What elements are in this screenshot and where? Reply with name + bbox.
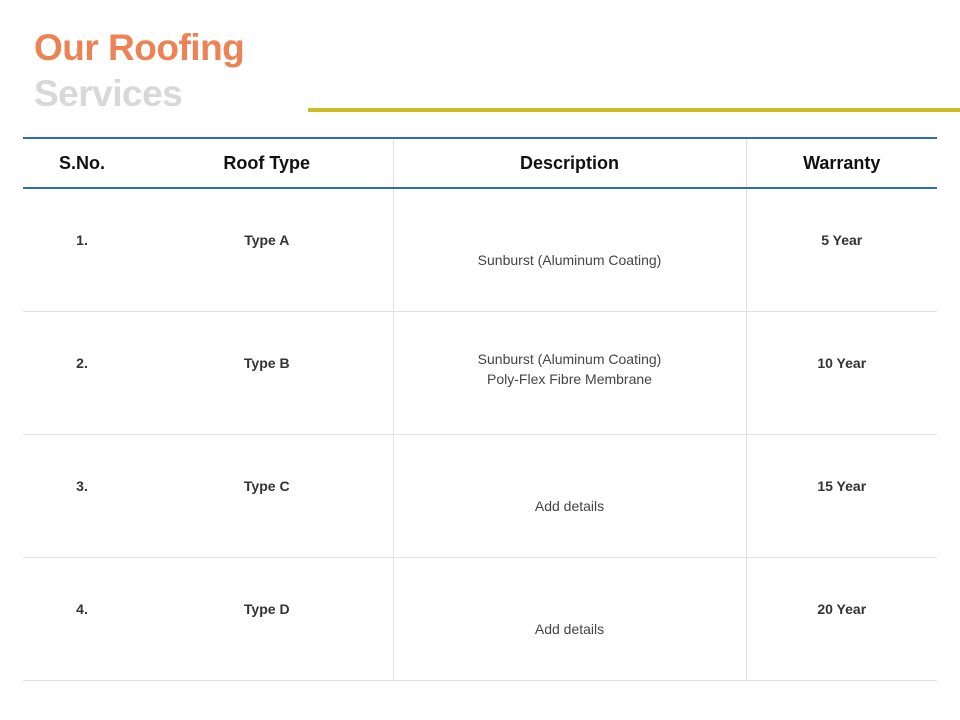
cell-warranty bbox=[746, 435, 937, 558]
description-text: Add details bbox=[534, 498, 605, 514]
roof-type-text: Type D bbox=[243, 601, 290, 617]
cell-warranty bbox=[746, 558, 937, 681]
table-row bbox=[23, 312, 937, 435]
services-table bbox=[23, 137, 937, 681]
sno-text: 1. bbox=[76, 232, 88, 248]
warranty-text: 15 Year bbox=[817, 478, 867, 494]
table-row bbox=[23, 558, 937, 681]
warranty-text: 5 Year bbox=[821, 232, 863, 248]
header-roof-type: Roof Type bbox=[141, 138, 393, 188]
cell-description bbox=[393, 558, 746, 681]
header-sno: S.No. bbox=[23, 138, 141, 188]
roof-type-text: Type B bbox=[243, 355, 290, 371]
warranty-text: 10 Year bbox=[817, 355, 867, 371]
header-warranty: Warranty bbox=[746, 138, 937, 188]
cell-sno bbox=[23, 558, 141, 681]
cell-description bbox=[393, 435, 746, 558]
cell-roof-type bbox=[141, 312, 393, 435]
roof-type-text: Type C bbox=[243, 478, 290, 494]
sno-text: 3. bbox=[76, 478, 88, 494]
sno-text: 4. bbox=[76, 601, 88, 617]
cell-sno bbox=[23, 312, 141, 435]
description-text: Sunburst (Aluminum Coating) bbox=[477, 351, 662, 367]
header-description: Description bbox=[393, 138, 746, 188]
cell-sno bbox=[23, 188, 141, 312]
cell-description bbox=[393, 312, 746, 435]
description-text: Sunburst (Aluminum Coating) bbox=[477, 252, 662, 268]
page-title: Our Roofing bbox=[34, 27, 245, 68]
cell-roof-type bbox=[141, 558, 393, 681]
description-text: Add details bbox=[534, 621, 605, 637]
page-subtitle: Services bbox=[34, 73, 183, 114]
table-row bbox=[23, 435, 937, 558]
table-row bbox=[23, 188, 937, 312]
description-lines bbox=[478, 349, 662, 389]
cell-warranty bbox=[746, 312, 937, 435]
table-body bbox=[23, 188, 937, 681]
cell-sno bbox=[23, 435, 141, 558]
sno-text: 2. bbox=[76, 355, 88, 371]
services-table-container bbox=[23, 137, 937, 681]
description-text: Poly-Flex Fibre Membrane bbox=[487, 371, 652, 387]
warranty-text: 20 Year bbox=[817, 601, 867, 617]
table-header bbox=[23, 138, 937, 188]
header-row bbox=[23, 138, 937, 188]
cell-roof-type bbox=[141, 188, 393, 312]
cell-description bbox=[393, 188, 746, 312]
cell-roof-type bbox=[141, 435, 393, 558]
cell-warranty bbox=[746, 188, 937, 312]
roof-type-text: Type A bbox=[244, 232, 290, 248]
accent-bar bbox=[308, 108, 960, 112]
